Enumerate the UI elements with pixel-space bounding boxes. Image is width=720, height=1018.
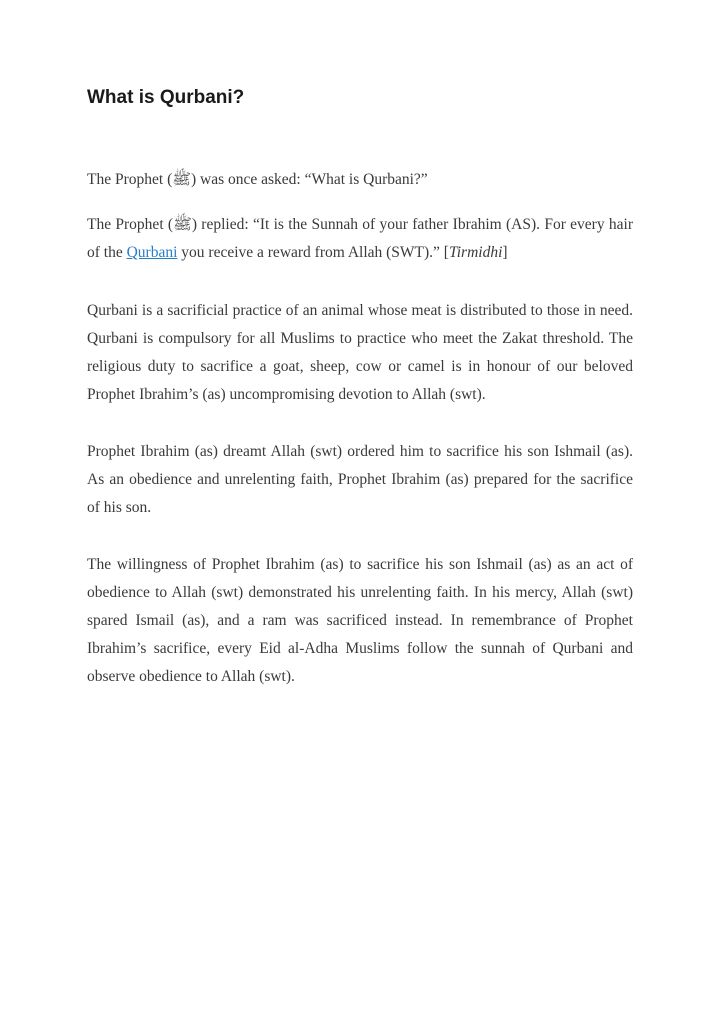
paragraph-prophet-replied [87, 211, 633, 267]
citation-closing-bracket: ] [502, 244, 508, 261]
paragraph-text: Qurbani is a sacrificial practice of an animal whose meat is distributed to those in need. Qurbani is compulsory for all Muslims to practice who meet the Zakat threshold. The religious duty to sacrifice a goat, sheep, cow or camel is in honour of our beloved Prophet Ibrahim’s (as) uncompromising devotion to Allah (swt). [87, 302, 633, 403]
paragraph-text-before-link: The Prophet (ﷺ) replied: “It is the Sunnah of your father Ibrahim (AS). For every hair of the [87, 216, 633, 261]
citation-source: Tirmidhi [448, 244, 503, 261]
paragraph-ibrahim-dream [87, 438, 633, 522]
page-title: What is Qurbani? [87, 87, 245, 108]
paragraph-prophet-asked [87, 166, 633, 194]
paragraph-text: The Prophet (ﷺ) was once asked: “What is Qurbani?” [87, 171, 428, 188]
paragraph-text: Prophet Ibrahim (as) dreamt Allah (swt) ordered him to sacrifice his son Ishmail (as). As an obedience and unrelenting faith, Prophet Ibrahim (as) prepared for the sacrifice of his son. [87, 443, 633, 516]
paragraph-what-is-qurbani [87, 297, 633, 409]
qurbani-link[interactable]: Qurbani [126, 244, 178, 261]
paragraph-text-after-link: you receive a reward from Allah (SWT).” [ [177, 244, 449, 261]
paragraph-ibrahim-willingness [87, 551, 633, 691]
paragraph-text: The willingness of Prophet Ibrahim (as) to sacrifice his son Ishmail (as) as an act of obedience to Allah (swt) demonstrated his unrelenting faith. In his mercy, Allah (swt) spared Ismail (as), and a ram was sacrificed instead. In remembrance of Prophet Ibrahim’s sacrifice, every Eid al-Adha Muslims follow the sunnah of Qurbani and observe obedience to Allah (swt). [87, 556, 633, 685]
